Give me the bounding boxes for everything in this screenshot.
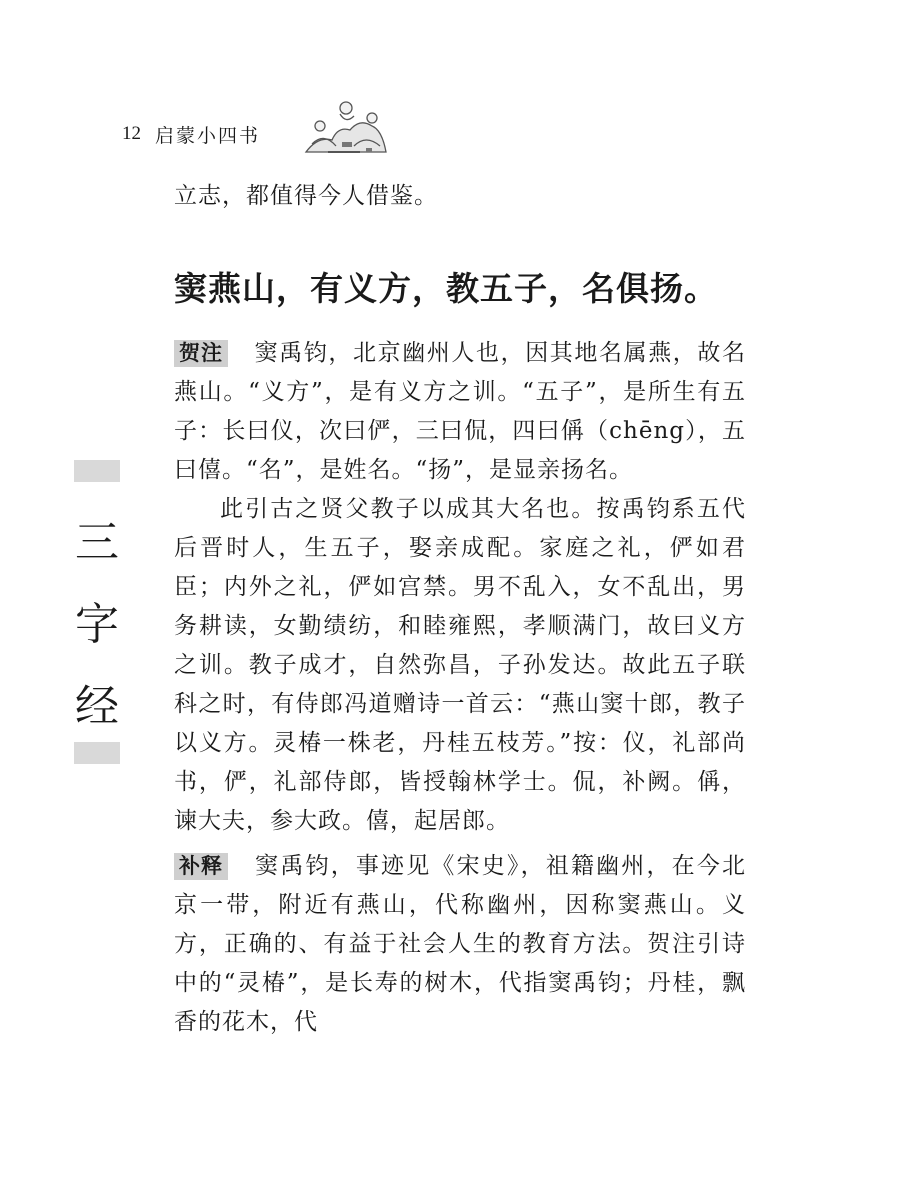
bu-shi-paragraph — [174, 847, 746, 1042]
main-content — [174, 176, 746, 1042]
he-zhu-label: 贺注 — [174, 340, 228, 367]
side-title-char: 经 — [75, 681, 119, 732]
bu-shi-label: 补释 — [174, 853, 228, 880]
page-header — [122, 116, 260, 152]
page-number: 12 — [122, 123, 141, 144]
he-zhu-paragraph — [174, 334, 746, 490]
side-title-top-bar — [74, 460, 120, 482]
side-title-char: 字 — [75, 599, 119, 650]
bu-shi-text: 窦禹钧，事迹见《宋史》，祖籍幽州，在今北京一带，附近有燕山，代称幽州，因称窦燕山。义方，正确的、有益于社会人生的教育方法。贺注引诗中的“灵椿”，是长寿的树木，代指窦禹钧；丹桂，飘香的花木，代 — [174, 853, 746, 1035]
bu-shi-section — [174, 847, 746, 1042]
book-title: 启蒙小四书 — [155, 124, 261, 147]
he-zhu-commentary: 此引古之贤父教子以成其大名也。按禹钧系五代后晋时人，生五子，娶亲成配。家庭之礼，俨如君臣；内外之礼，俨如宫禁。男不乱入，女不乱出，男务耕读，女勤绩纺，和睦雍熙，孝顺满门，故曰义方之训。教子成才，自然弥昌，子孙发达。故此五子联科之时，有侍郎冯道赠诗一首云：“燕山窦十郎，教子以义方。灵椿一株老，丹桂五枝芳。”按：仪，礼部尚书，俨，礼部侍郎，皆授翰林学士。侃，补阙。偁，谏大夫，参大政。僖，起居郎。 — [174, 496, 746, 834]
continued-text: 立志，都值得今人借鉴。 — [174, 183, 438, 209]
side-title-char: 三 — [75, 517, 119, 568]
side-section-title — [70, 460, 124, 770]
verse-heading: 窦燕山，有义方，教五子，名俱扬。 — [174, 269, 718, 308]
side-title-bottom-bar — [74, 742, 120, 764]
he-zhu-text: 窦禹钧，北京幽州人也，因其地名属燕，故名燕山。“义方”，是有义方之训。“五子”，是所生有五子：长曰仪，次曰俨，三曰侃，四曰偁（chēng），五曰僖。“名”，是姓名。“扬”，是显亲扬名。 — [174, 340, 746, 483]
scholars-illustration-icon — [298, 96, 390, 158]
he-zhu-section — [174, 334, 746, 841]
